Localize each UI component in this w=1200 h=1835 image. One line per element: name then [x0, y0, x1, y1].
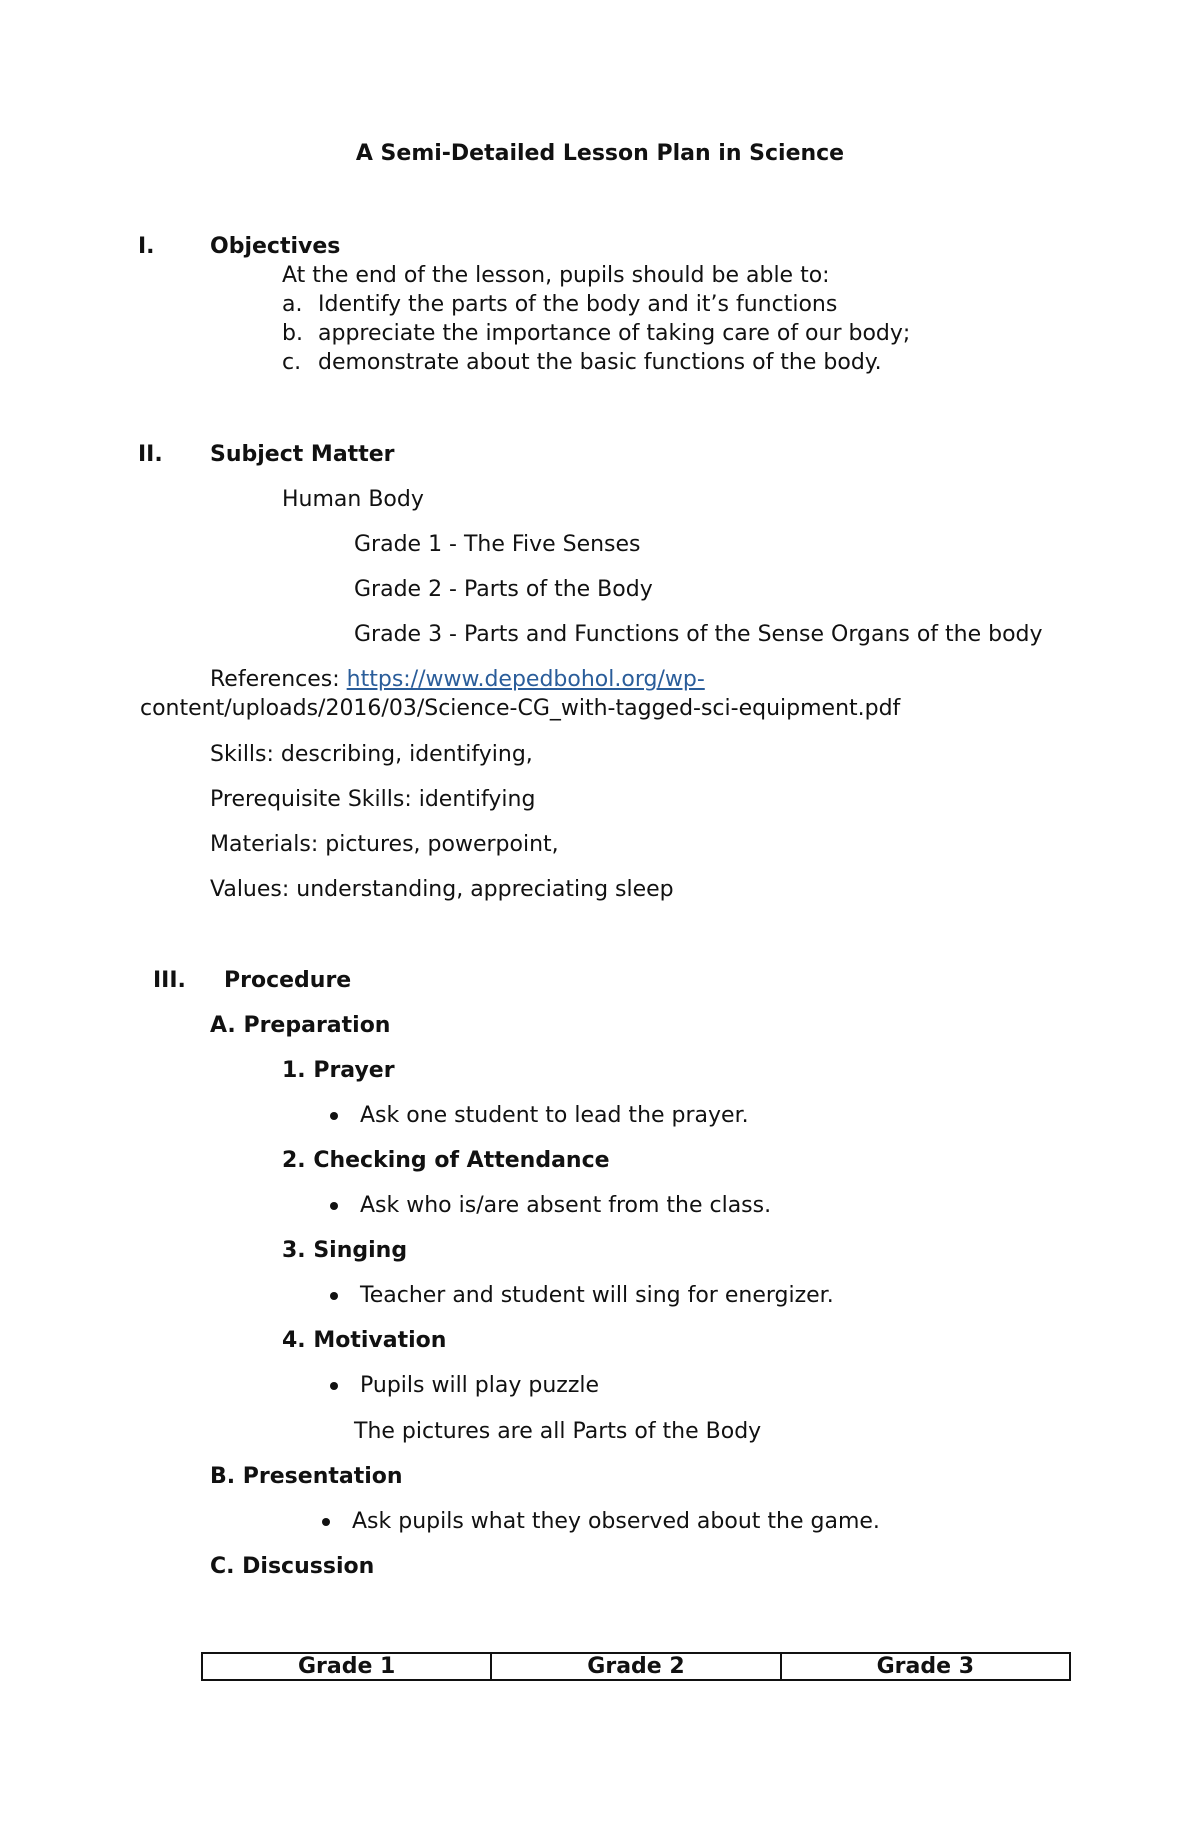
table-header-cell: Grade 2	[491, 1653, 780, 1680]
bullet-item	[330, 1372, 599, 1400]
references	[210, 666, 705, 694]
values: Values: understanding, appreciating sleep	[210, 877, 674, 902]
references-link[interactable]: https://www.depedbohol.org/wp-	[346, 667, 705, 692]
section-number-1: I.	[138, 234, 155, 259]
discussion-table	[201, 1652, 1071, 1681]
bullet-icon	[330, 1382, 338, 1390]
bullet-item	[322, 1508, 880, 1536]
subject-matter-heading: Subject Matter	[210, 442, 395, 467]
bullet-icon	[330, 1112, 338, 1120]
references-continuation: content/uploads/2016/03/Science-CG_with-tagged-sci-equipment.pdf	[140, 696, 901, 721]
preparation-heading: A. Preparation	[210, 1013, 391, 1038]
step-singing: 3. Singing	[282, 1238, 408, 1263]
bullet-icon	[330, 1202, 338, 1210]
objective-item-b: appreciate the importance of taking care of our body;	[318, 321, 911, 346]
bullet-text: Ask who is/are absent from the class.	[360, 1193, 772, 1218]
bullet-item	[330, 1192, 771, 1220]
page-title: A Semi-Detailed Lesson Plan in Science	[355, 141, 845, 166]
motivation-note: The pictures are all Parts of the Body	[354, 1419, 762, 1444]
grade-topic-2: Grade 2 - Parts of the Body	[354, 577, 653, 602]
step-motivation: 4. Motivation	[282, 1328, 447, 1353]
bullet-text: Teacher and student will sing for energizer.	[360, 1283, 834, 1308]
bullet-text: Pupils will play puzzle	[360, 1373, 600, 1398]
grade-topic-3: Grade 3 - Parts and Functions of the Sense Organs of the body	[354, 622, 1043, 647]
bullet-item	[330, 1102, 749, 1130]
discussion-heading: C. Discussion	[210, 1554, 375, 1579]
objective-letter-a: a.	[282, 292, 303, 317]
objectives-intro: At the end of the lesson, pupils should be able to:	[282, 263, 830, 288]
prerequisite-skills: Prerequisite Skills: identifying	[210, 787, 536, 812]
step-attendance: 2. Checking of Attendance	[282, 1148, 610, 1173]
references-label: References:	[210, 667, 347, 692]
bullet-text: Ask one student to lead the prayer.	[360, 1103, 749, 1128]
objective-letter-c: c.	[282, 350, 302, 375]
section-number-3: III.	[153, 968, 186, 993]
procedure-heading: Procedure	[224, 968, 352, 993]
bullet-icon	[330, 1292, 338, 1300]
table-header-cell: Grade 3	[781, 1653, 1070, 1680]
objective-item-c: demonstrate about the basic functions of the body.	[318, 350, 882, 375]
table-header-row	[202, 1653, 1070, 1680]
grade-topic-1: Grade 1 - The Five Senses	[354, 532, 641, 557]
bullet-text: Ask pupils what they observed about the game.	[352, 1509, 880, 1534]
presentation-heading: B. Presentation	[210, 1464, 403, 1489]
objectives-heading: Objectives	[210, 234, 341, 259]
subject-topic: Human Body	[282, 487, 424, 512]
materials: Materials: pictures, powerpoint,	[210, 832, 559, 857]
skills: Skills: describing, identifying,	[210, 742, 533, 767]
objective-item-a: Identify the parts of the body and it’s functions	[318, 292, 838, 317]
bullet-icon	[322, 1518, 330, 1526]
table-header-cell: Grade 1	[202, 1653, 491, 1680]
bullet-item	[330, 1282, 834, 1310]
step-prayer: 1. Prayer	[282, 1058, 395, 1083]
section-number-2: II.	[138, 442, 163, 467]
objective-letter-b: b.	[282, 321, 303, 346]
